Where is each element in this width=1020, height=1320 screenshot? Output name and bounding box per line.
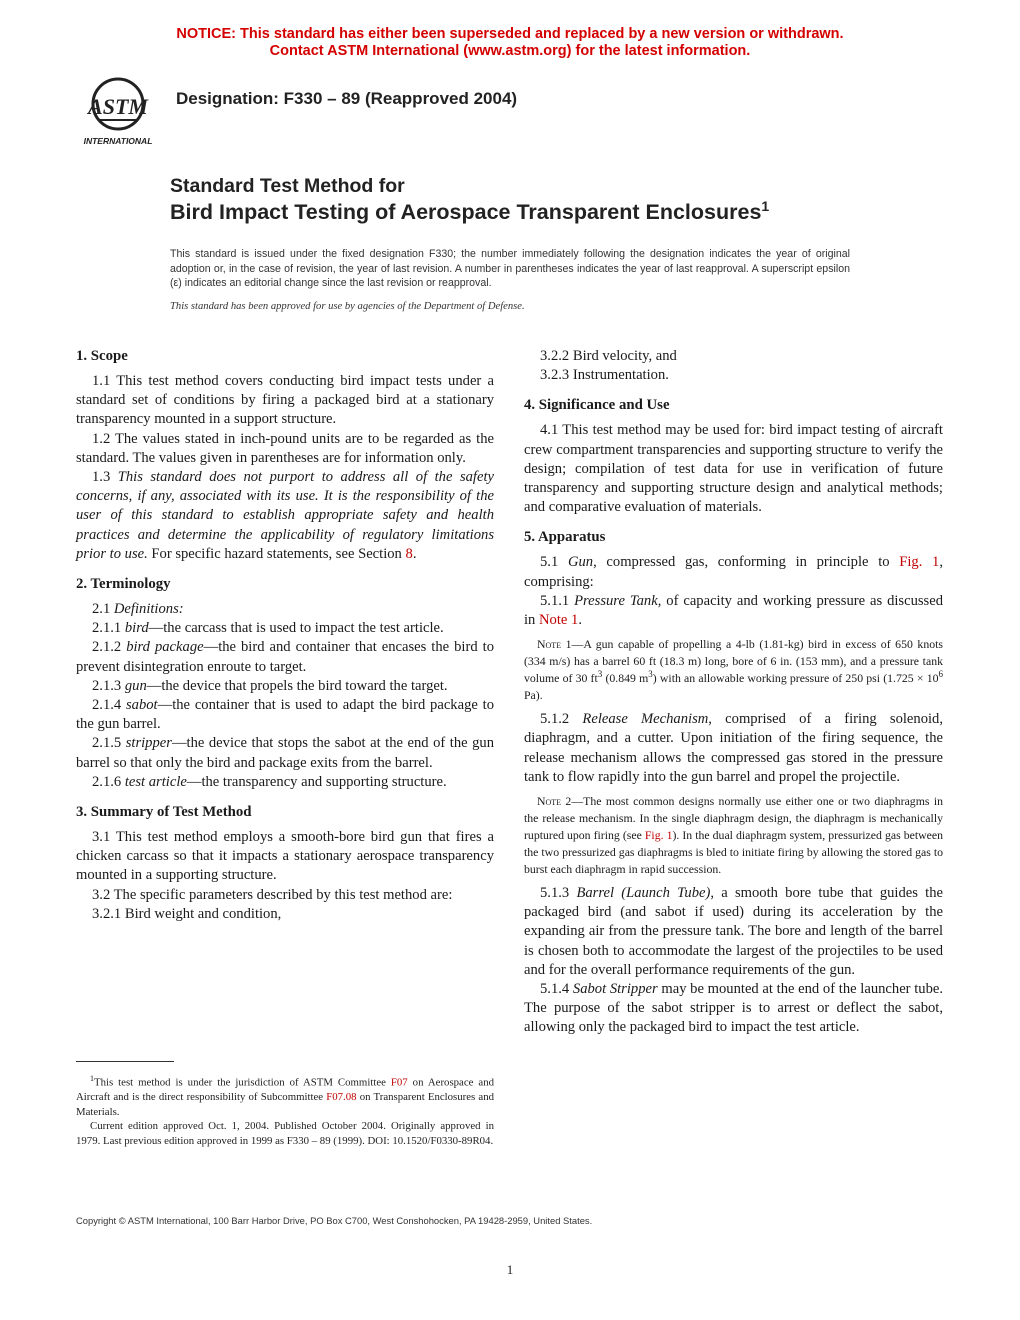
para-1-3-end: .	[412, 545, 417, 562]
section-1-heading: 1. Scope	[76, 348, 128, 364]
para-1-2: 1.2 The values stated in inch-pound units are to be regarded as the standard. The values given in parentheses are for information only.	[76, 430, 494, 466]
note-1-text: —A gun capable of propelling a 4-lb (1.81-kg) bird in excess of 650 knots (334 m/s) has a barrel 60 ft (18.3 m) long, bore of 6 in. (153 mm), and a pressure tank volume of 30 ft	[524, 637, 943, 686]
note-1-end: Pa).	[524, 688, 543, 703]
def-term: bird	[124, 620, 149, 637]
footnote-text-a: This test method is under the jurisdiction of ASTM Committee	[94, 1076, 391, 1089]
title-line-2	[170, 198, 769, 225]
note-1	[524, 636, 943, 704]
section-2-heading: 2. Terminology	[76, 576, 171, 593]
def-term: stripper	[125, 735, 172, 752]
para-5-1-1-text: , of capacity and working pressure as discussed in	[524, 592, 944, 629]
para-5-1-3-num: 5.1.3	[540, 885, 577, 902]
para-3-2-2: 3.2.2 Bird velocity, and	[540, 348, 677, 364]
def-term: bird package	[126, 639, 204, 656]
para-5-1-2-text: , comprised of a firing solenoid, diaphragm, and a cutter. Upon initiation of the firing sequence, the release mechanism allows the compressed gas stored in the pressure tank to flow rapidly into the gun barrel and propel the projectile.	[524, 711, 943, 785]
para-5-1-4-num: 5.1.4	[540, 981, 573, 998]
copyright: Copyright © ASTM International, 100 Barr Harbor Drive, PO Box C700, West Conshohocken, PA 19428-2959, United States.	[76, 1215, 593, 1226]
note-1-link[interactable]: Note 1	[539, 612, 579, 629]
para-5-1-1	[524, 592, 943, 630]
right-column	[524, 347, 943, 1038]
para-5-1-text: , compressed gas, conforming in principle to	[593, 554, 900, 571]
footnote	[76, 1072, 494, 1149]
def-text: —the carcass that is used to impact the test article.	[148, 620, 444, 637]
def-text: —the container that is used to adapt the bird package to the gun barrel.	[76, 697, 494, 733]
left-column	[76, 347, 494, 924]
para-4-1: 4.1 This test method may be used for: bird impact testing of aircraft crew compartment transparencies and supporting structure to verify the design; compilation of test data for use in verification of future transparency and supporting structure design and analytical methods; and comparative evaluation of materials.	[524, 422, 943, 516]
footnote-text-c: on Transparent Enclosures and Materials.	[76, 1091, 494, 1118]
logo-text: ASTM	[88, 94, 148, 119]
para-2-1	[76, 600, 494, 619]
para-5-1-3-term: Barrel (Launch Tube)	[576, 885, 711, 902]
para-3-2-1: 3.2.1 Bird weight and condition,	[92, 905, 282, 922]
def-num: 2.1.5	[92, 735, 126, 752]
footnote-mark: 1	[90, 1074, 94, 1083]
section-5-heading: 5. Apparatus	[524, 529, 606, 546]
def-text: —the bird and container that encases the bird to prevent disintegration enroute to target.	[76, 639, 494, 675]
definition-item	[76, 696, 494, 734]
designation: Designation: F330 – 89 (Reapproved 2004)	[176, 89, 518, 108]
fig-1-link[interactable]: Fig. 1	[644, 828, 673, 843]
footnote-text-b: on Aerospace and Aircraft and is the direct responsibility of Subcommittee	[76, 1076, 494, 1104]
note-1-mid2: ) with an allowable working pressure of 250 psi (1.725 × 10	[652, 671, 939, 686]
para-5-1	[524, 553, 943, 591]
para-5-1-1-num: 5.1.1	[540, 592, 575, 609]
para-1-3	[76, 468, 494, 564]
para-5-1-1-term: Pressure Tank	[574, 592, 658, 609]
withdrawal-notice	[0, 26, 1020, 60]
footnote-divider	[76, 1061, 174, 1062]
note-2-text: —The most common designs normally use either one or two diaphragms in the release mechanism. In the single diaphragm design, the diaphragm is mechanically ruptured upon firing (see	[524, 794, 944, 843]
para-5-1-4-text: may be mounted at the end of the launcher tube. The purpose of the sabot stripper is to arrest or deflect the sabot, allowing only the packaged bird to impact the test article.	[524, 981, 943, 1036]
subcommittee-f07-08-link[interactable]: F07.08	[326, 1091, 357, 1104]
para-3-2-3: 3.2.3 Instrumentation.	[540, 367, 669, 384]
para-5-1-2-num: 5.1.2	[540, 711, 583, 728]
def-num: 2.1.4	[92, 697, 126, 714]
para-5-1-end: , comprising:	[524, 554, 944, 590]
footnote-1	[76, 1072, 494, 1119]
note-1-sup: 6	[938, 669, 944, 680]
para-1-3-rest: For specific hazard statements, see Section	[147, 545, 406, 562]
def-term: gun	[124, 677, 147, 694]
para-2-1-num: 2.1	[92, 601, 114, 618]
notice-line-2: Contact ASTM International (www.astm.org) for the latest information.	[269, 43, 751, 59]
def-num: 2.1.1	[92, 620, 125, 637]
note-1-mid: (0.849 m	[602, 671, 649, 686]
notice-line-1: NOTICE: This standard has either been superseded and replaced by a new version or withdrawn.	[176, 26, 844, 42]
title-text: Bird Impact Testing of Aerospace Transparent Enclosures	[170, 200, 762, 224]
def-num: 2.1.3	[92, 677, 125, 694]
para-5-1-1-end: .	[578, 612, 582, 629]
def-text: —the device that stops the sabot at the end of the gun barrel so that only the bird and package exits from the barrel.	[76, 735, 495, 771]
para-5-1-2	[524, 710, 943, 787]
section-4-heading: 4. Significance and Use	[524, 397, 670, 414]
note-1-label: Note 1	[537, 637, 572, 652]
intro-paragraph: This standard is issued under the fixed designation F330; the number immediately following the designation indicates the year of original adoption or, in the case of revision, the year of last revision. A number in parentheses indicates the year of last reapproval. A superscript epsilon (ε) indicates an editorial change since the last revision or reapproval.	[170, 248, 850, 289]
note-2-end: ). In the dual diaphragm system, pressurized gas between the two pressurized gas diaphragms is bled to initiate firing by allowing the stored gas to burst each diaphragm in rapid succession.	[524, 828, 943, 877]
para-5-1-3-text: , a smooth bore tube that guides the packaged bird (and sabot if used) during its acceleration by the expanding air from the pressure tank. The bore and length of the barrel is chosen both to accommodate the largest of the projectiles to be used and for the overall performance requirements of the gun.	[524, 885, 943, 978]
definition-item	[76, 773, 494, 792]
para-5-1-4-term: Sabot Stripper	[572, 981, 658, 998]
astm-international-logo-icon	[76, 76, 160, 148]
title-footnote-mark[interactable]: 1	[761, 198, 770, 214]
section-3-heading: 3. Summary of Test Method	[76, 804, 252, 821]
def-term: test article	[124, 773, 187, 790]
def-text: —the transparency and supporting structure.	[186, 773, 447, 790]
note-1-sup: 3	[597, 669, 603, 680]
para-5-1-3	[524, 884, 943, 980]
definition-item	[76, 734, 494, 772]
para-3-1: 3.1 This test method employs a smooth-bore bird gun that fires a chicken carcass so that it impacts a stationary aerospace transparency mounted in a supporting structure.	[76, 829, 494, 884]
def-num: 2.1.6	[92, 773, 125, 790]
note-2	[524, 793, 943, 878]
para-5-1-4	[524, 980, 943, 1038]
def-num: 2.1.2	[92, 639, 127, 656]
section-8-link[interactable]: 8	[405, 545, 413, 562]
title-line-1: Standard Test Method for	[170, 175, 405, 197]
def-text: —the device that propels the bird toward the target.	[146, 677, 448, 694]
para-5-1-2-term: Release Mechanism	[582, 711, 709, 728]
logo-subtext: INTERNATIONAL	[83, 136, 153, 146]
definition-item	[76, 677, 494, 696]
fig-1-link[interactable]: Fig. 1	[899, 554, 940, 571]
para-5-1-num: 5.1	[540, 554, 568, 571]
dod-approval-note: This standard has been approved for use by agencies of the Department of Defense.	[170, 301, 525, 312]
para-5-1-term: Gun	[567, 554, 594, 571]
committee-f07-link[interactable]: F07	[390, 1076, 408, 1089]
def-term: sabot	[125, 697, 158, 714]
para-3-2: 3.2 The specific parameters described by this test method are:	[92, 886, 453, 903]
para-1-3-caution: This standard does not purport to address all of the safety concerns, if any, associated with its use. It is the responsibility of the user of this standard to establish appropriate safety and health practices and determine the applicability of regulatory limitations prior to use.	[76, 469, 494, 562]
definition-item	[76, 619, 494, 638]
page-number: 1	[506, 1262, 514, 1277]
para-1-1: 1.1 This test method covers conducting bird impact tests under a standard set of conditions by firing a packaged bird at a stationary transparency mounted in a support structure.	[76, 373, 494, 428]
note-2-label: Note 2	[537, 794, 572, 809]
definition-item	[76, 638, 494, 676]
footnote-edition: Current edition approved Oct. 1, 2004. Published October 2004. Originally approved in 1979. Last previous edition approved in 1999 as F330 – 89 (1999). DOI: 10.1520/F0330-89R04.	[76, 1120, 494, 1147]
para-1-3-num: 1.3	[92, 469, 118, 486]
para-2-1-label: Definitions:	[113, 601, 184, 618]
note-1-sup: 3	[648, 669, 653, 680]
